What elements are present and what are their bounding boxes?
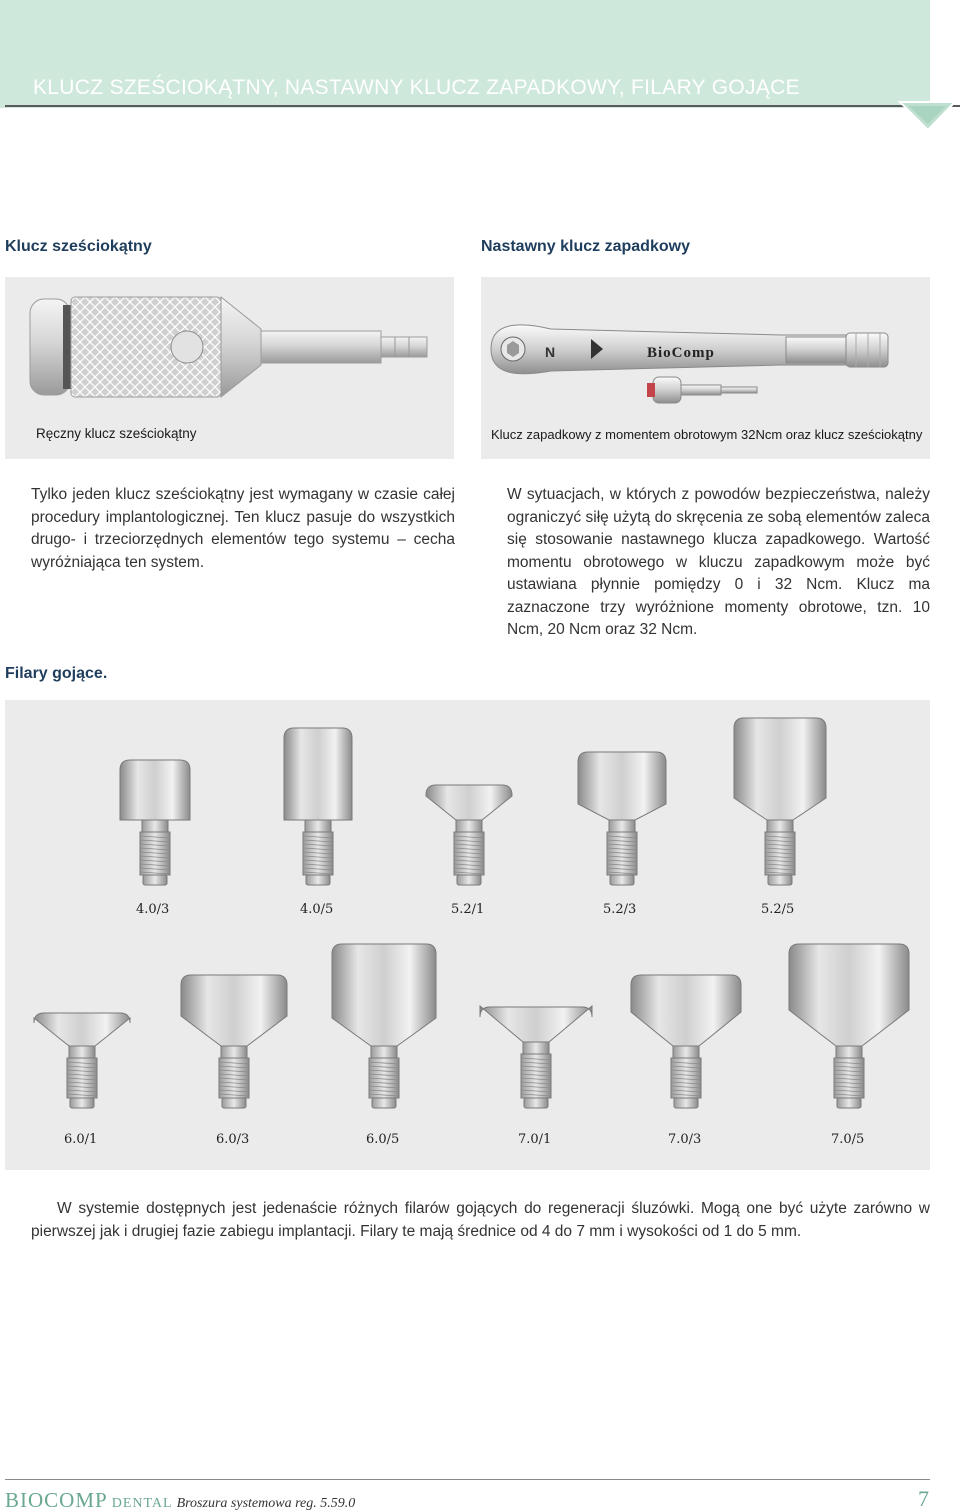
abutment-neck — [456, 820, 482, 832]
abutment-neck — [767, 820, 793, 832]
abutments-section-title: Filary gojące. — [5, 665, 108, 682]
ratchet-panel — [481, 277, 930, 459]
abutment-label: 5.2/3 — [603, 902, 637, 917]
page-number: 7 — [918, 1486, 929, 1511]
abutment-label: 6.0/5 — [366, 1132, 400, 1147]
hex-key-caption: Ręczny klucz sześciokątny — [36, 426, 197, 441]
healing-abutment — [426, 785, 512, 885]
healing-abutment — [34, 1013, 130, 1108]
abutment-tip — [610, 875, 634, 885]
abutment-cap — [578, 752, 666, 820]
abutment-label: 4.0/3 — [136, 902, 170, 917]
abutment-neck — [673, 1046, 699, 1058]
chevron-down-icon — [895, 84, 960, 134]
ratchet-brand-label: BioComp — [647, 345, 715, 361]
hex-key-section-title: Klucz sześciokątny — [5, 238, 152, 255]
healing-abutment — [734, 718, 826, 885]
abutment-tip — [768, 875, 792, 885]
footer-brand-suffix: DENTAL — [111, 1496, 173, 1511]
abutment-neck — [69, 1046, 95, 1058]
abutment-neck — [523, 1042, 549, 1054]
ratchet-description: W sytuacjach, w których z powodów bezpieczeństwa, należy ograniczyć siłę użytą do skręcenia ze sobą elementów zaleca się stosowanie nastawnego klucza zapadkowego. Wartość momentu obrotowego w kluczu zapadkowym może być ustawiana płynnie pomiędzy 0 i 32 Ncm. Klucz ma zaznaczone trzy wyróżnione momenty obrotowe, tzn. 10 Ncm, 20 Ncm oraz 32 Ncm. — [507, 486, 930, 638]
hex-key-description: Tylko jeden klucz sześciokątny jest wymagany w czasie całej procedury implantologicznej. Ten klucz pasuje do wszystkich drugo- i trzeciorzędnych elementów tego systemu – cecha wyróżniająca ten system. — [31, 486, 455, 571]
abutment-label: 7.0/5 — [831, 1132, 865, 1147]
abutment-neck — [221, 1046, 247, 1058]
header-divider — [5, 105, 960, 107]
abutment-cap — [480, 1006, 592, 1042]
abutment-tip — [837, 1098, 861, 1108]
abutment-label: 5.2/5 — [761, 902, 795, 917]
abutment-neck — [609, 820, 635, 832]
abutment-neck — [836, 1046, 862, 1058]
healing-abutment — [480, 1006, 592, 1108]
page-title: KLUCZ SZEŚCIOKĄTNY, NASTAWNY KLUCZ ZAPADKOWY, FILARY GOJĄCE — [33, 76, 800, 99]
abutment-tip — [372, 1098, 396, 1108]
abutment-label: 5.2/1 — [451, 902, 485, 917]
abutment-cap — [181, 975, 287, 1046]
abutment-label: 7.0/3 — [668, 1132, 702, 1147]
abutment-tip — [143, 875, 167, 885]
abutment-label: 4.0/5 — [300, 902, 334, 917]
footer-brand: BIOCOMP — [5, 1488, 108, 1511]
hex-key-panel — [5, 277, 454, 459]
abutment-cap — [332, 944, 436, 1046]
abutment-cap — [426, 785, 512, 820]
healing-abutment — [284, 728, 352, 885]
abutment-label: 6.0/3 — [216, 1132, 250, 1147]
healing-abutment — [789, 944, 909, 1108]
healing-abutment — [578, 752, 666, 885]
abutment-label: 7.0/1 — [518, 1132, 552, 1147]
footer-divider — [5, 1479, 930, 1480]
abutments-description: W systemie dostępnych jest jedenaście różnych filarów gojących do regeneracji śluzówki. Mogą one być użyte zarówno w pierwszej jak i drugiej fazie zabiegu implantacji. Filary te mają średnice od 4 do 7 mm i wysokości od 1 do 5 mm. — [31, 1200, 930, 1240]
abutment-tip — [70, 1098, 94, 1108]
healing-abutment — [631, 975, 741, 1108]
healing-abutment — [120, 760, 190, 885]
abutment-cap — [34, 1013, 130, 1046]
abutment-cap — [789, 944, 909, 1046]
ratchet-section-title: Nastawny klucz zapadkowy — [481, 238, 690, 255]
abutments-illustration — [5, 700, 930, 1170]
abutment-cap — [284, 728, 352, 820]
abutment-tip — [306, 875, 330, 885]
abutment-neck — [371, 1046, 397, 1058]
abutment-tip — [674, 1098, 698, 1108]
ratchet-illustration — [481, 277, 930, 417]
svg-text:N: N — [545, 344, 556, 360]
footer — [5, 1488, 355, 1511]
abutment-neck — [305, 820, 331, 832]
abutment-cap — [631, 975, 741, 1046]
footer-document-title: Broszura systemowa reg. 5.59.0 — [176, 1496, 356, 1511]
abutments-panel — [5, 700, 930, 1170]
abutment-tip — [524, 1098, 548, 1108]
abutment-tip — [457, 875, 481, 885]
abutment-cap — [734, 718, 826, 820]
abutment-neck — [142, 820, 168, 832]
abutment-label: 6.0/1 — [64, 1132, 98, 1147]
hex-key-illustration — [5, 277, 454, 417]
ratchet-caption: Klucz zapadkowy z momentem obrotowym 32Ncm oraz klucz sześciokątny — [491, 427, 923, 442]
healing-abutment — [181, 975, 287, 1108]
abutment-tip — [222, 1098, 246, 1108]
abutment-cap — [120, 760, 190, 820]
healing-abutment — [332, 944, 436, 1108]
